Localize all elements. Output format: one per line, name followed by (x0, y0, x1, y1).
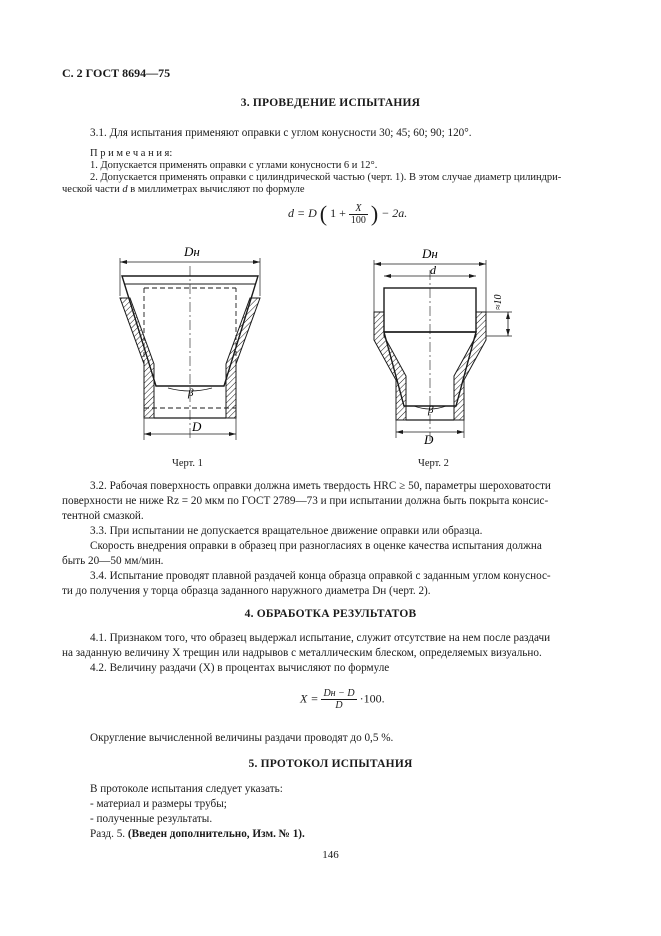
paragraph-3-1: 3.1. Для испытания применяют оправки с углом конусности 30; 45; 60; 90; 120°. (90, 127, 472, 139)
page-number: 146 (322, 849, 339, 861)
paragraph-4-1-line-2: на заданную величину X трещин или надрывов с металлическим блеском, определяемых визуально. (62, 647, 542, 659)
formula-x-denominator: D (335, 700, 343, 711)
protocol-intro: В протоколе испытания следует указать: (90, 783, 283, 795)
figure-1-drawing (110, 236, 280, 451)
formula-d-denominator: 100 (350, 214, 366, 226)
paragraph-4-2: 4.2. Величину раздачи (X) в процентах вычисляют по формуле (90, 662, 390, 674)
formula-x-fraction (321, 688, 356, 711)
formula-d (288, 200, 407, 229)
formula-d-fraction (349, 203, 368, 226)
fig2-label-dn: Dн (422, 246, 438, 261)
paragraph-3-4-line-2: ти до получения у торца образца заданного наружного диаметра Dн (черт. 2). (62, 585, 431, 597)
note-2-text-a: ческой части (62, 184, 123, 195)
protocol-item-1: - материал и размеры трубы; (90, 798, 227, 810)
formula-d-rest: − 2a. (381, 206, 408, 221)
paragraph-3-3b-line-2: быть 20—50 мм/мин. (62, 555, 164, 567)
paragraph-3-2-line-2: поверхности не ниже Rz = 20 мкм по ГОСТ 2789—73 и при испытании должна быть покрыта консис- (62, 495, 549, 507)
amendment-note (90, 827, 305, 842)
paragraph-3-3: 3.3. При испытании не допускается вращательное движение оправки или образца. (90, 525, 483, 537)
formula-d-numerator: X (349, 203, 368, 215)
fig2-label-10: ≈10 (493, 294, 504, 310)
formula-d-paren-close: ) (370, 201, 379, 226)
section-3-title: 3. ПРОВЕДЕНИЕ ИСПЫТАНИЯ (240, 97, 421, 109)
notes-label: П р и м е ч а н и я: (90, 148, 173, 159)
paragraph-3-2-line-1: 3.2. Рабочая поверхность оправки должна иметь твердость HRC ≥ 50, параметры шероховатости (90, 480, 551, 492)
fig2-label-d-small: d (430, 263, 436, 277)
fig1-label-dn: Dн (184, 244, 200, 259)
paragraph-3-3b-line-1: Скорость внедрения оправки в образец при разногласиях в оценке качества испытания должна (90, 540, 542, 552)
protocol-item-2: - полученные результаты. (90, 813, 213, 825)
page-header: С. 2 ГОСТ 8694—75 (62, 66, 171, 80)
paragraph-3-2-line-3: тентной смазкой. (62, 510, 144, 522)
paragraph-4-1-line-1: 4.1. Признаком того, что образец выдержал испытание, служит отсутствие на нем после раздачи (90, 632, 551, 644)
amendment-note-b: (Введен дополнительно, Изм. № 1). (127, 828, 305, 840)
note-2-var-d: d (122, 184, 128, 195)
section-4-title: 4. ОБРАБОТКА РЕЗУЛЬТАТОВ (244, 608, 417, 620)
note-2-line-1: 2. Допускается применять оправки с цилиндрической частью (черт. 1). В этом случае диаметр цилиндри- (90, 172, 562, 183)
formula-d-lhs: d = D (288, 206, 317, 221)
figure-2-caption: Черт. 2 (418, 458, 449, 469)
rounding-note: Округление вычисленной величины раздачи проводят до 0,5 %. (90, 732, 394, 744)
amendment-note-a: Разд. 5. (90, 828, 128, 840)
fig1-label-d: D (192, 419, 202, 434)
note-2-text-b: в миллиметрах вычисляют по формуле (127, 184, 305, 195)
fig2-label-d: D (424, 432, 434, 447)
formula-x-rest: ·100. (359, 691, 385, 706)
figure-1-caption: Черт. 1 (172, 458, 203, 469)
note-2-line-2 (62, 183, 305, 197)
formula-d-one-plus: 1 + (330, 206, 346, 221)
formula-x-lhs: X = (300, 691, 319, 706)
section-5-title: 5. ПРОТОКОЛ ИСПЫТАНИЯ (248, 758, 413, 770)
formula-x-numerator: Dн − D (323, 688, 355, 699)
fig2-label-beta: β (428, 404, 434, 416)
fig1-label-beta: β (188, 387, 194, 399)
paragraph-3-4-line-1: 3.4. Испытание проводят плавной раздачей конца образца оправкой с заданным углом конуснос- (90, 570, 551, 582)
figure-2-drawing (360, 236, 530, 451)
formula-d-paren-open: ( (319, 201, 328, 226)
formula-x (300, 688, 385, 711)
note-1: 1. Допускается применять оправки с углами конусности 6 и 12°. (90, 160, 378, 171)
